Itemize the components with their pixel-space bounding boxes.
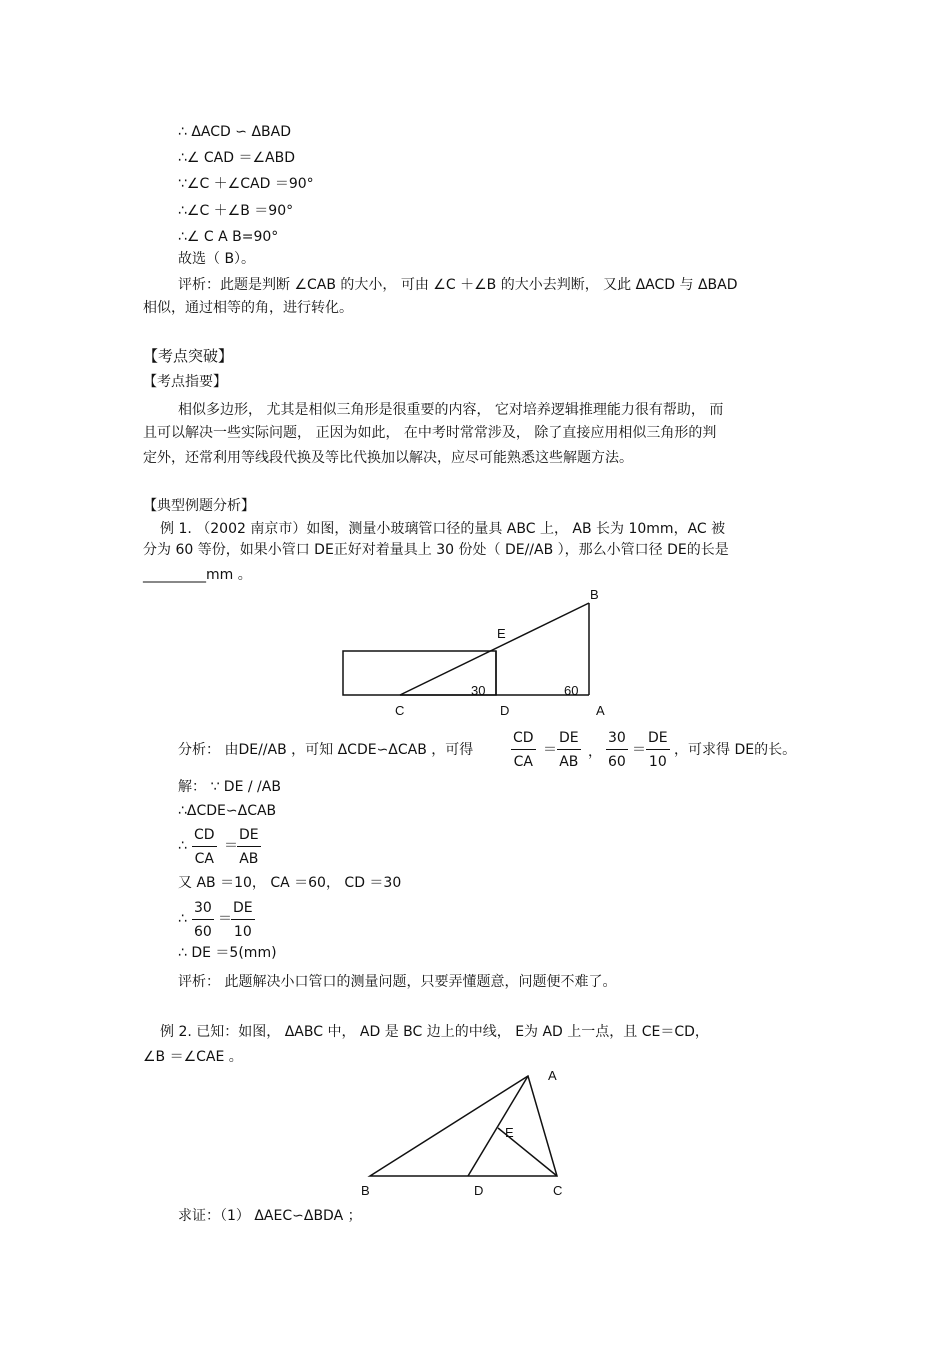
- fraction-denominator: 10: [648, 754, 667, 770]
- example2-question-line-1: 例 2. 已知：如图， ΔABC 中， AD 是 BC 边上的中线， E为 AD 上一点，且 CE＝CD，: [160, 1024, 709, 1040]
- section-title: 【考点突破】: [143, 347, 234, 365]
- fraction-numerator: CD: [192, 825, 217, 847]
- analysis-text: 分析： 由DE//AB ，可知 ΔCDE∽ΔCAB ，可得: [178, 742, 474, 758]
- example1-question-line-2: 分为 60 等份，如果小管口 DE正好对着量具上 30 份处（ DE//AB ），那么小管口径 DE的长是: [143, 542, 729, 558]
- example1-comment: 评析： 此题解决小口管口的测量问题，只要弄懂题意，问题便不难了。: [178, 974, 617, 990]
- label-d: D: [500, 703, 510, 718]
- fraction-de-10: [231, 898, 255, 942]
- fraction-numerator: 30: [192, 898, 214, 920]
- fraction-denominator: AB: [239, 851, 259, 867]
- label-c: C: [395, 703, 405, 718]
- equals-sign: ＝: [224, 838, 238, 854]
- answer-line: 故选（ B）。: [178, 251, 256, 267]
- label-c: C: [553, 1183, 563, 1198]
- label-30: 30: [471, 683, 486, 698]
- equals-sign: ＝: [543, 742, 557, 758]
- fraction-numerator: DE: [237, 825, 261, 847]
- comment-line-1: 评析：此题是判断 ∠CAB 的大小， 可由 ∠C ＋∠B 的大小去判断， 又此 ΔACD 与 ΔBAD: [178, 277, 738, 293]
- example1-question-line-1: 例 1. （2002 南京市）如图，测量小玻璃管口径的量具 ABC 上， AB 长为 10mm，AC 被: [160, 521, 726, 537]
- prove-statement: 求证：（1） ΔAEC∽ΔBDA ；: [178, 1208, 362, 1224]
- example2-question-line-2: ∠B ＝∠CAE 。: [143, 1049, 243, 1065]
- label-a: A: [548, 1068, 557, 1083]
- therefore-symbol: ∴: [178, 838, 187, 854]
- solution-line-1: 解： ∵ DE / /AB: [178, 779, 281, 795]
- fraction-denominator: 60: [194, 924, 212, 940]
- triangle-abc: [370, 1076, 557, 1176]
- example1-figure: [330, 580, 620, 725]
- fraction-numerator: DE: [646, 728, 670, 750]
- solution-line-2: ∴ΔCDE∽ΔCAB: [178, 803, 277, 819]
- fraction-de-ab: [557, 728, 581, 772]
- solution-line-4: 又 AB ＝10， CA ＝60， CD ＝30: [178, 875, 402, 891]
- fraction-de-10: [646, 728, 670, 772]
- fraction-numerator: CD: [511, 728, 536, 750]
- section-subtitle: 【考点指要】: [143, 374, 227, 390]
- solution-result: ∴ DE ＝5(mm): [178, 945, 277, 961]
- label-d: D: [474, 1183, 484, 1198]
- derivation-line-4: ∴∠C ＋∠B ＝90°: [178, 203, 294, 219]
- example-header: 【典型例题分析】: [143, 498, 255, 514]
- equals-sign: ＝: [218, 911, 232, 927]
- fraction-numerator: DE: [557, 728, 581, 750]
- derivation-line-2: ∴∠ CAD ＝∠ABD: [178, 150, 296, 166]
- fraction-numerator: 30: [606, 728, 628, 750]
- label-a: A: [596, 703, 605, 718]
- equals-sign: ＝: [632, 742, 646, 758]
- label-e: E: [505, 1125, 514, 1140]
- label-60: 60: [564, 683, 579, 698]
- fraction-denominator: AB: [559, 754, 579, 770]
- fraction-de-ab: [237, 825, 261, 869]
- example1-question-line-3: _________mm 。: [143, 567, 252, 583]
- fraction-numerator: DE: [231, 898, 255, 920]
- fraction-denominator: CA: [194, 851, 214, 867]
- example2-figure: [340, 1060, 600, 1205]
- derivation-line-5: ∴∠ C A B=90°: [178, 229, 279, 245]
- fraction-cd-ca: [511, 728, 536, 772]
- label-b: B: [590, 587, 599, 602]
- fraction-denominator: CA: [513, 754, 533, 770]
- label-e: E: [497, 626, 506, 641]
- section-paragraph-line-1: 相似多边形， 尤其是相似三角形是很重要的内容， 它对培养逻辑推理能力很有帮助， 而: [178, 402, 724, 418]
- fraction-30-60: [606, 728, 628, 772]
- therefore-symbol: ∴: [178, 911, 187, 927]
- derivation-line-1: ∴ ΔACD ∽ ΔBAD: [178, 124, 291, 140]
- comment-line-2: 相似，通过相等的角，进行转化。: [143, 300, 353, 316]
- section-paragraph-line-2: 且可以解决一些实际问题， 正因为如此， 在中考时常常涉及， 除了直接应用相似三角形的判: [143, 425, 717, 441]
- fraction-denominator: 10: [233, 924, 252, 940]
- fraction-denominator: 60: [608, 754, 626, 770]
- analysis-text-end: ，可求得 DE的长。: [674, 742, 797, 758]
- line-cb: [400, 603, 589, 695]
- comma: ，: [588, 744, 602, 760]
- fraction-30-60: [192, 898, 214, 942]
- label-b: B: [361, 1183, 370, 1198]
- median-ad: [468, 1076, 528, 1176]
- derivation-line-3: ∵∠C ＋∠CAD ＝90°: [178, 176, 314, 192]
- section-paragraph-line-3: 定外，还常利用等线段代换及等比代换加以解决，应尽可能熟悉这些解题方法。: [143, 450, 633, 466]
- fraction-cd-ca: [192, 825, 217, 869]
